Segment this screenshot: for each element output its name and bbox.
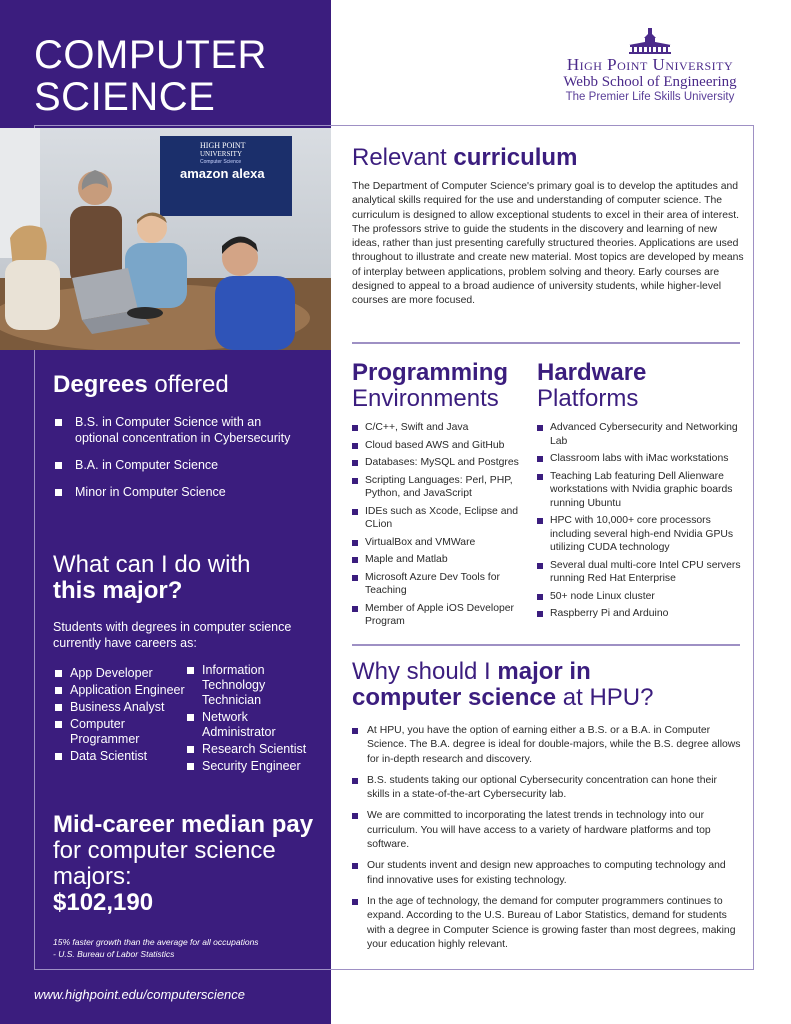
- programming-title-bold: Programming: [352, 359, 509, 386]
- programming-item: Microsoft Azure Dev Tools for Teaching: [352, 571, 532, 598]
- page-title-line-2: SCIENCE: [34, 75, 216, 119]
- logo-tagline: The Premier Life Skills University: [565, 91, 735, 103]
- careers-intro: Students with degrees in computer science currently have careers as:: [53, 620, 292, 650]
- careers-title: [53, 552, 313, 604]
- hardware-item: HPC with 10,000+ core processors including several high-end Nvidia GPUs utilizing CUDA technology: [537, 514, 747, 555]
- university-logo[interactable]: [540, 28, 760, 104]
- career-item: Security Engineer: [187, 759, 317, 774]
- page-title-line-1: COMPUTER: [34, 33, 267, 77]
- why-title-bold-1: major in: [497, 658, 591, 685]
- career-item: App Developer: [55, 666, 185, 681]
- programming-title-rest: Environments: [352, 385, 499, 412]
- website-link[interactable]: www.highpoint.edu/computerscience: [34, 987, 246, 1002]
- pay-rest: for computer science majors:: [53, 837, 276, 890]
- degrees-title: [53, 372, 229, 398]
- pay-note-2: - U.S. Bureau of Labor Statistics: [53, 949, 175, 959]
- logo-school-name: Webb School of Engineering: [563, 74, 737, 90]
- hardware-item: 50+ node Linux cluster: [537, 590, 747, 604]
- programming-list: [352, 421, 532, 633]
- screen-brand: amazon alexa: [180, 166, 265, 181]
- why-item: We are committed to incorporating the latest trends in technology into our curriculum. You will have access to a variety of hardware platforms and top software.: [352, 809, 742, 852]
- pay-footnote: [53, 936, 323, 960]
- programming-item: Databases: MySQL and Postgres: [352, 456, 532, 470]
- degrees-title-rest: offered: [147, 371, 229, 398]
- hardware-item: Several dual multi-core Intel CPU servers running Red Hat Enterprise: [537, 559, 747, 586]
- programming-item: VirtualBox and VMWare: [352, 536, 532, 550]
- curriculum-title: [352, 145, 577, 171]
- hardware-list: [537, 421, 747, 625]
- why-item: Our students invent and design new approaches to computing technology and find innovative uses for existing technology.: [352, 859, 742, 888]
- degree-item: B.S. in Computer Science with an optional concentration in Cybersecurity: [55, 414, 305, 446]
- why-list: [352, 724, 742, 959]
- median-pay-callout: [53, 812, 318, 916]
- programming-item: Maple and Matlab: [352, 553, 532, 567]
- screen-text-1: HIGH POINT: [200, 141, 246, 150]
- why-title-pre: Why should I: [352, 658, 498, 685]
- why-title: [352, 659, 742, 711]
- careers-title-bold: this major?: [53, 577, 183, 604]
- building-icon: [627, 28, 673, 54]
- divider: [352, 342, 740, 344]
- careers-title-line-1: What can I do with: [53, 551, 251, 578]
- hardware-item: Teaching Lab featuring Dell Alienware workstations with Nvidia graphic boards running Ubuntu: [537, 470, 747, 511]
- why-item: B.S. students taking our optional Cybersecurity concentration can hone their skills in a state-of-the-art Cybersecurity lab.: [352, 774, 742, 803]
- degrees-title-bold: Degrees: [53, 371, 148, 398]
- screen-text-2: UNIVERSITY: [200, 150, 242, 158]
- pay-bold: Mid-career median pay: [53, 811, 314, 838]
- hardware-title-bold: Hardware: [537, 359, 647, 386]
- career-item: Research Scientist: [187, 742, 317, 757]
- programming-item: IDEs such as Xcode, Eclipse and CLion: [352, 505, 532, 532]
- careers-list-2: [187, 663, 317, 776]
- degree-item: Minor in Computer Science: [55, 484, 305, 500]
- hardware-item: Raspberry Pi and Arduino: [537, 607, 747, 621]
- page-title: [34, 34, 267, 118]
- screen-text-3: Computer Science: [200, 159, 242, 165]
- programming-title: [352, 360, 508, 412]
- divider: [352, 644, 740, 646]
- curriculum-body: The Department of Computer Science's primary goal is to develop the aptitudes and analytical skills required for the use and understanding of computer science. The curriculum is designed to allow exceptional students to excel in their area of interest. The professors strive to guide the students in the discovery and learning of new ideas, rather than just presenting carefully structured theories. Applications are used throughout to illustrate and create new material. Most topics are developed by means of interplay between applications, problem solving and theory. Early courses are designed to appeal to a broad audience of university students, while higher-level courses are more focused.: [352, 181, 744, 307]
- curriculum-title-bold: curriculum: [453, 144, 578, 171]
- hardware-title-rest: Platforms: [537, 385, 639, 412]
- hardware-item: Classroom labs with iMac workstations: [537, 452, 747, 466]
- degree-item: B.A. in Computer Science: [55, 457, 305, 473]
- programming-item: Cloud based AWS and GitHub: [352, 439, 532, 453]
- degrees-list: [55, 414, 305, 511]
- programming-item: Scripting Languages: Perl, PHP, Python, and JavaScript: [352, 474, 532, 501]
- why-title-post: at HPU?: [556, 684, 654, 711]
- why-item: In the age of technology, the demand for computer programmers continues to expand. According to the U.S. Bureau of Labor Statistics, demand for students with a degree in Computer Science is growing faster than most degrees, making your education highly relevant.: [352, 895, 742, 952]
- pay-note-1: 15% faster growth than the average for all occupations: [53, 937, 259, 947]
- why-title-bold-2: computer science: [352, 684, 557, 711]
- career-item: Data Scientist: [55, 749, 185, 764]
- pay-amount: $102,190: [53, 889, 154, 916]
- hardware-title: [537, 360, 646, 412]
- why-item: At HPU, you have the option of earning either a B.S. or a B.A. in Computer Science. The B.A. degree is ideal for double-majors, while the B.S. degree allows for in-depth research and discovery.: [352, 724, 742, 767]
- logo-university-name: High Point University: [566, 55, 734, 74]
- career-item: Network Administrator: [187, 710, 317, 740]
- classroom-photo: [0, 128, 331, 350]
- curriculum-title-rest: Relevant: [352, 144, 454, 171]
- career-item: Business Analyst: [55, 700, 185, 715]
- careers-list-1: [55, 666, 185, 766]
- career-item: Computer Programmer: [55, 717, 185, 747]
- career-item: Information Technology Technician: [187, 663, 317, 708]
- programming-item: C/C++, Swift and Java: [352, 421, 532, 435]
- programming-item: Member of Apple iOS Developer Program: [352, 602, 532, 629]
- career-item: Application Engineer: [55, 683, 185, 698]
- hardware-item: Advanced Cybersecurity and Networking Lab: [537, 421, 747, 448]
